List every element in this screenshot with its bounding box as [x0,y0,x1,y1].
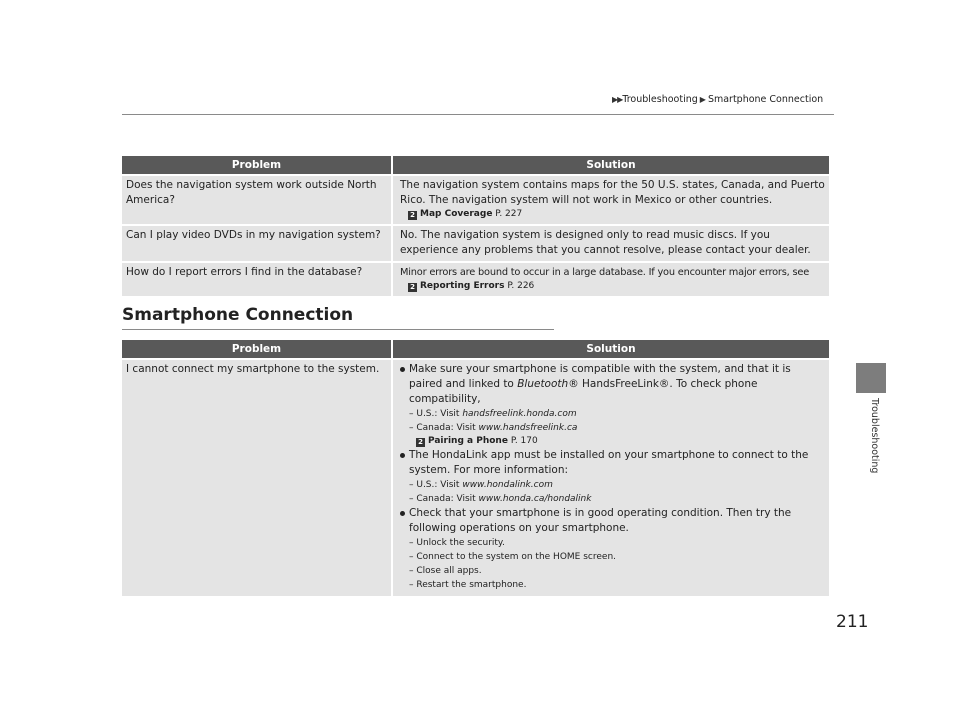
reference-label[interactable]: Reporting Errors [420,281,505,291]
bluetooth-term: Bluetooth [517,378,569,390]
link-us[interactable]: handsfreelink.honda.com [462,409,577,419]
reference-page: P. 226 [507,281,535,291]
sub-item: – Unlock the security. [409,538,505,548]
header-solution: Solution [392,156,829,175]
header-divider [122,114,834,115]
solution-text: Minor errors are bound to occur in a large database. If you encounter major errors, see [400,267,810,278]
reference-arrow-icon: 2 [408,283,417,292]
sub-item: – Restart the smartphone. [409,580,527,590]
bullet-item [400,362,825,407]
breadcrumb [612,94,834,105]
sub-item: – U.S.: Visit handsfreelink.honda.com [409,409,577,419]
cross-reference[interactable] [400,280,825,293]
breadcrumb-section[interactable]: Troubleshooting [622,94,698,105]
breadcrumb-page[interactable]: Smartphone Connection [707,94,824,105]
problem-cell: I cannot connect my smartphone to the system. [122,359,392,596]
problem-cell: How do I report errors I find in the database? [122,262,392,296]
sub-item: – Canada: Visit www.honda.ca/hondalink [409,494,592,504]
header-problem: Problem [122,340,392,359]
sub-item: – Canada: Visit www.handsfreelink.ca [409,423,578,433]
cross-reference[interactable] [400,435,825,448]
faq-table-navigation [122,156,829,296]
chapter-tab-label: Troubleshooting [869,398,880,474]
table-header-row [122,156,829,175]
link-us[interactable]: www.hondalink.com [462,480,553,490]
link-canada[interactable]: www.handsfreelink.ca [478,423,578,433]
table-row [122,225,829,262]
section-title: Smartphone Connection [122,305,354,325]
arrow-icon: ▶ [699,95,706,104]
reference-page: P. 170 [510,436,538,446]
faq-table-smartphone [122,340,829,596]
reference-label[interactable]: Pairing a Phone [428,436,508,446]
table-row [122,175,829,225]
solution-cell: No. The navigation system is designed only to read music discs. If you experience any problems that you cannot resolve, please contact your dealer. [392,225,829,262]
table-row [122,262,829,296]
bullet-text: Make sure your smartphone is compatible with the system, and that it is paired and linked to [409,363,791,390]
table-header-row [122,340,829,359]
sub-item: – Connect to the system on the HOME screen. [409,552,617,562]
chapter-tab[interactable] [856,363,886,393]
sub-item: – Close all apps. [409,566,482,576]
bullet-item: The HondaLink app must be installed on your smartphone to connect to the system. For more information: [400,448,825,478]
solution-text: The navigation system contains maps for the 50 U.S. states, Canada, and Puerto Rico. The navigation system will not work in Mexico or other countries. [400,179,825,206]
sub-item: – U.S.: Visit www.hondalink.com [409,480,553,490]
reference-arrow-icon: 2 [408,211,417,220]
problem-cell: Does the navigation system work outside North America? [122,175,392,225]
solution-cell [392,359,829,596]
section-divider [122,329,554,330]
link-canada[interactable]: www.honda.ca/hondalink [478,494,592,504]
bullet-item: Check that your smartphone is in good operating condition. Then try the following operations on your smartphone. [400,506,825,536]
table-row [122,359,829,596]
double-arrow-icon: ▶▶ [612,95,623,104]
problem-cell: Can I play video DVDs in my navigation system? [122,225,392,262]
bullet-text: ® HandsFreeLink®. To check phone compatibility, [409,378,758,405]
header-problem: Problem [122,156,392,175]
cross-reference[interactable] [400,208,825,221]
reference-page: P. 227 [495,209,523,219]
header-solution: Solution [392,340,829,359]
reference-arrow-icon: 2 [416,438,425,447]
reference-label[interactable]: Map Coverage [420,209,493,219]
solution-cell [392,175,829,225]
page-number: 211 [836,612,869,632]
solution-cell [392,262,829,296]
